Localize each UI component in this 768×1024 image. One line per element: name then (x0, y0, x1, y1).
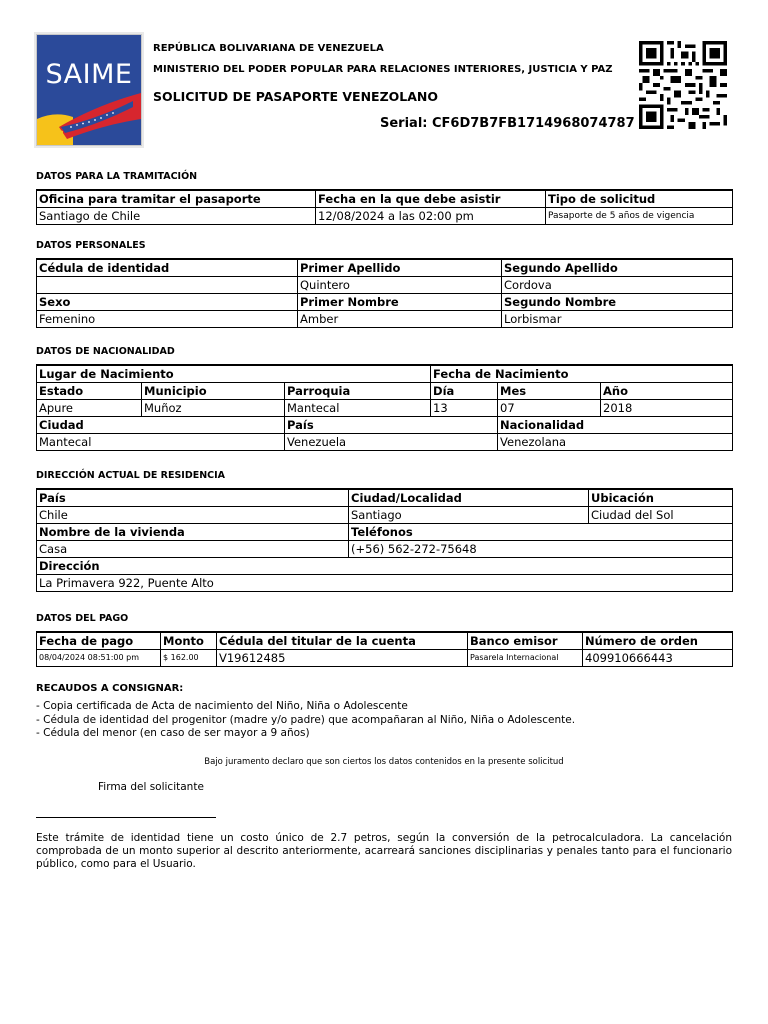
list-item: - Cédula de identidad del progenitor (madre y/o padre) que acompañaran al Niño, Niña o Adolescente. (36, 713, 576, 726)
label-ciudad: Ciudad (37, 417, 285, 434)
document-title: SOLICITUD DE PASAPORTE VENEZOLANO (153, 89, 439, 104)
value-primer-apellido: Quintero (298, 277, 502, 294)
table-residencia (36, 488, 733, 592)
juramento-statement: Bajo juramento declaro que son ciertos los datos contenidos en la presente solicitud (204, 757, 564, 767)
list-item: - Cédula del menor (en caso de ser mayor a 9 años) (36, 727, 310, 739)
section-title-nacionalidad: DATOS DE NACIONALIDAD (36, 346, 175, 357)
value-nacionalidad: Venezolana (498, 434, 733, 451)
label-fecha-asistir: Fecha en la que debe asistir (316, 190, 546, 208)
table-tramitacion (36, 189, 733, 225)
table-personales (36, 258, 733, 328)
label-cedula: Cédula de identidad (37, 259, 298, 277)
label-monto: Monto (161, 632, 217, 650)
value-primer-nombre: Amber (298, 311, 502, 328)
value-parroquia: Mantecal (285, 400, 431, 417)
value-estado: Apure (37, 400, 142, 417)
saime-logo (36, 34, 142, 146)
label-oficina: Oficina para tramitar el pasaporte (37, 190, 316, 208)
section-title-pago: DATOS DEL PAGO (36, 613, 129, 624)
label-sexo: Sexo (37, 294, 298, 311)
value-oficina: Santiago de Chile (37, 208, 316, 225)
value-segundo-apellido: Cordova (502, 277, 733, 294)
value-vivienda: Casa (37, 541, 349, 558)
label-telefonos: Teléfonos (349, 524, 733, 541)
label-lugar-nacimiento: Lugar de Nacimiento (37, 365, 431, 383)
firma-label: Firma del solicitante (98, 781, 204, 793)
value-fecha-asistir: 12/08/2024 a las 02:00 pm (316, 208, 546, 225)
value-cedula (37, 277, 298, 294)
value-telefonos: (+56) 562-272-75648 (349, 541, 733, 558)
label-primer-nombre: Primer Nombre (298, 294, 502, 311)
value-fecha-pago: 08/04/2024 08:51:00 pm (37, 650, 161, 667)
value-ciudad-localidad: Santiago (349, 507, 589, 524)
value-ubicacion: Ciudad del Sol (589, 507, 733, 524)
section-title-residencia: DIRECCIÓN ACTUAL DE RESIDENCIA (36, 470, 226, 481)
value-direccion: La Primavera 922, Puente Alto (37, 575, 733, 592)
label-parroquia: Parroquia (285, 383, 431, 400)
cost-notice: Este trámite de identidad tiene un costo único de 2.7 petros, según la conversión de la petrocalculadora. La cancelación comprobada de un monto superior al descrito anteriormente, acarreará sanciones disciplinarias y penales tanto para el funcionario público, como para el Usuario. (36, 832, 732, 870)
label-municipio: Municipio (142, 383, 285, 400)
header-republic: REPÚBLICA BOLIVARIANA DE VENEZUELA (153, 43, 384, 54)
signature-line (36, 817, 216, 818)
table-pago (36, 631, 733, 667)
label-segundo-apellido: Segundo Apellido (502, 259, 733, 277)
label-ciudad-localidad: Ciudad/Localidad (349, 489, 589, 507)
label-segundo-nombre: Segundo Nombre (502, 294, 733, 311)
label-fecha-pago: Fecha de pago (37, 632, 161, 650)
label-numero-orden: Número de orden (583, 632, 733, 650)
section-title-personales: DATOS PERSONALES (36, 240, 146, 251)
header-ministry: MINISTERIO DEL PODER POPULAR PARA RELACIONES INTERIORES, JUSTICIA Y PAZ (153, 64, 613, 75)
label-dia: Día (431, 383, 498, 400)
label-pais-residencia: País (37, 489, 349, 507)
label-ubicacion: Ubicación (589, 489, 733, 507)
flag-ribbon-icon (37, 35, 141, 145)
label-mes: Mes (498, 383, 601, 400)
label-cedula-titular: Cédula del titular de la cuenta (217, 632, 468, 650)
label-vivienda: Nombre de la vivienda (37, 524, 349, 541)
value-banco-emisor: Pasarela Internacional (468, 650, 583, 667)
logo-text: SAIME (45, 59, 133, 90)
label-nacionalidad: Nacionalidad (498, 417, 733, 434)
section-title-tramitacion: DATOS PARA LA TRAMITACIÓN (36, 171, 198, 182)
value-sexo: Femenino (37, 311, 298, 328)
value-tipo-solicitud: Pasaporte de 5 años de vigencia (546, 208, 733, 225)
recaudos-title: RECAUDOS A CONSIGNAR: (36, 683, 184, 694)
label-pais-nacimiento: País (285, 417, 498, 434)
value-mes: 07 (498, 400, 601, 417)
value-monto: $ 162.00 (161, 650, 217, 667)
value-pais-nacimiento: Venezuela (285, 434, 498, 451)
table-nacionalidad (36, 364, 733, 451)
list-item: - Copia certificada de Acta de nacimiento del Niño, Niña o Adolescente (36, 700, 408, 712)
label-fecha-nacimiento: Fecha de Nacimiento (431, 365, 733, 383)
label-banco-emisor: Banco emisor (468, 632, 583, 650)
value-ciudad: Mantecal (37, 434, 285, 451)
label-tipo-solicitud: Tipo de solicitud (546, 190, 733, 208)
value-municipio: Muñoz (142, 400, 285, 417)
value-dia: 13 (431, 400, 498, 417)
value-segundo-nombre: Lorbismar (502, 311, 733, 328)
value-numero-orden: 409910666443 (583, 650, 733, 667)
label-anio: Año (601, 383, 733, 400)
label-estado: Estado (37, 383, 142, 400)
label-primer-apellido: Primer Apellido (298, 259, 502, 277)
value-cedula-titular: V19612485 (217, 650, 468, 667)
value-anio: 2018 (601, 400, 733, 417)
serial-number: Serial: CF6D7B7FB1714968074787 (380, 116, 635, 131)
value-pais-residencia: Chile (37, 507, 349, 524)
label-direccion: Dirección (37, 558, 733, 575)
qr-code-icon (637, 41, 729, 129)
recaudos-list (36, 700, 575, 741)
